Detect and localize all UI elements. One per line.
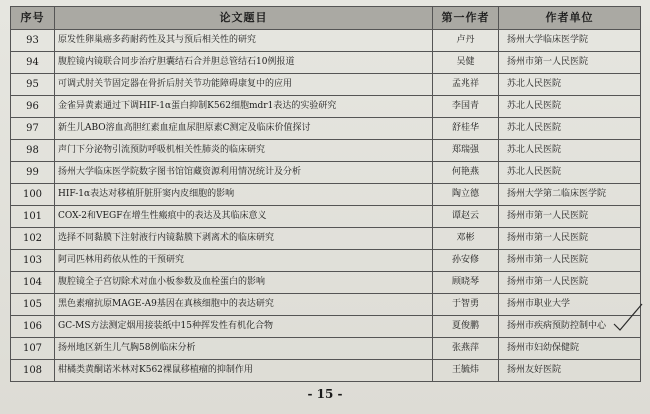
papers-table <box>10 6 641 382</box>
paper-title: 腹腔镜全子宫切除术对血小板参数及血栓蛋白的影响 <box>55 272 433 294</box>
header-author: 第一作者 <box>433 7 499 30</box>
row-number: 100 <box>11 184 55 206</box>
row-number: 104 <box>11 272 55 294</box>
author-unit: 扬州市第一人民医院 <box>499 250 641 272</box>
row-number: 97 <box>11 118 55 140</box>
first-author: 陶立德 <box>433 184 499 206</box>
pen-checkmark-icon <box>612 302 644 332</box>
first-author: 孙安修 <box>433 250 499 272</box>
table-row <box>11 316 641 338</box>
table-row <box>11 96 641 118</box>
first-author: 卢丹 <box>433 30 499 52</box>
table-row <box>11 74 641 96</box>
table-row <box>11 338 641 360</box>
author-unit: 扬州市第一人民医院 <box>499 272 641 294</box>
first-author: 张燕萍 <box>433 338 499 360</box>
first-author: 顾晓琴 <box>433 272 499 294</box>
first-author: 邓彬 <box>433 228 499 250</box>
paper-title: GC-MS方法测定烟用接装纸中15种挥发性有机化合物 <box>55 316 433 338</box>
paper-title: 可调式肘关节固定器在骨折后肘关节功能障碍康复中的应用 <box>55 74 433 96</box>
row-number: 94 <box>11 52 55 74</box>
row-number: 108 <box>11 360 55 382</box>
paper-title: 原发性卵巢癌多药耐药性及其与预后相关性的研究 <box>55 30 433 52</box>
first-author: 谭赵云 <box>433 206 499 228</box>
table-row <box>11 206 641 228</box>
table-row <box>11 294 641 316</box>
paper-title: 柑橘类黄酮诺米林对K562裸鼠移植瘤的抑制作用 <box>55 360 433 382</box>
table-row <box>11 52 641 74</box>
author-unit: 苏北人民医院 <box>499 118 641 140</box>
author-unit: 扬州友好医院 <box>499 360 641 382</box>
table-row <box>11 118 641 140</box>
author-unit: 扬州市职业大学 <box>499 294 641 316</box>
row-number: 107 <box>11 338 55 360</box>
author-unit: 扬州市第一人民医院 <box>499 206 641 228</box>
first-author: 何艳燕 <box>433 162 499 184</box>
paper-title: 金雀异黄素通过下调HIF-1α蛋白抑制K562细胞mdr1表达的实验研究 <box>55 96 433 118</box>
paper-title: 选择不同黏膜下注射液行内镜黏膜下剥离术的临床研究 <box>55 228 433 250</box>
paper-title: 黑色素瘤抗原MAGE-A9基因在真核细胞中的表达研究 <box>55 294 433 316</box>
row-number: 105 <box>11 294 55 316</box>
author-unit: 扬州市第一人民医院 <box>499 228 641 250</box>
table-row <box>11 250 641 272</box>
paper-title: 阿司匹林用药依从性的干预研究 <box>55 250 433 272</box>
first-author: 郑瑞强 <box>433 140 499 162</box>
paper-title: 声门下分泌物引流预防呼吸机相关性肺炎的临床研究 <box>55 140 433 162</box>
row-number: 102 <box>11 228 55 250</box>
paper-title: 腹腔镜内镜联合同步治疗胆囊结石合并胆总管结石10例报道 <box>55 52 433 74</box>
author-unit: 扬州大学临床医学院 <box>499 30 641 52</box>
author-unit: 扬州市第一人民医院 <box>499 52 641 74</box>
author-unit: 扬州大学第二临床医学院 <box>499 184 641 206</box>
row-number: 98 <box>11 140 55 162</box>
paper-title: 新生儿ABO溶血高胆红素血症血尿胆原素C测定及临床价值探讨 <box>55 118 433 140</box>
page-number: - 15 - <box>307 387 343 401</box>
row-number: 106 <box>11 316 55 338</box>
paper-title: COX-2和VEGF在增生性瘢痕中的表达及其临床意义 <box>55 206 433 228</box>
first-author: 于智勇 <box>433 294 499 316</box>
table-header-row <box>11 7 641 30</box>
first-author: 王毓炜 <box>433 360 499 382</box>
first-author: 舒桂华 <box>433 118 499 140</box>
author-unit: 扬州市疾病预防控制中心 <box>499 316 641 338</box>
row-number: 101 <box>11 206 55 228</box>
author-unit: 苏北人民医院 <box>499 140 641 162</box>
first-author: 孟兆祥 <box>433 74 499 96</box>
table-row <box>11 162 641 184</box>
first-author: 吴健 <box>433 52 499 74</box>
table-body <box>11 30 641 382</box>
row-number: 99 <box>11 162 55 184</box>
table-row <box>11 228 641 250</box>
row-number: 93 <box>11 30 55 52</box>
table-row <box>11 30 641 52</box>
table-row <box>11 184 641 206</box>
table-row <box>11 360 641 382</box>
row-number: 103 <box>11 250 55 272</box>
table-row <box>11 140 641 162</box>
author-unit: 苏北人民医院 <box>499 162 641 184</box>
first-author: 夏俊鹏 <box>433 316 499 338</box>
header-title: 论文题目 <box>55 7 433 30</box>
first-author: 李国青 <box>433 96 499 118</box>
row-number: 95 <box>11 74 55 96</box>
author-unit: 苏北人民医院 <box>499 96 641 118</box>
author-unit: 苏北人民医院 <box>499 74 641 96</box>
row-number: 96 <box>11 96 55 118</box>
header-number: 序号 <box>11 7 55 30</box>
table-row <box>11 272 641 294</box>
paper-title: HIF-1α表达对移植肝脏肝窦内皮细胞的影响 <box>55 184 433 206</box>
paper-title: 扬州大学临床医学院数字图书馆馆藏资源利用情况统计及分析 <box>55 162 433 184</box>
author-unit: 扬州市妇幼保健院 <box>499 338 641 360</box>
paper-title: 扬州地区新生儿气胸58例临床分析 <box>55 338 433 360</box>
header-unit: 作者单位 <box>499 7 641 30</box>
